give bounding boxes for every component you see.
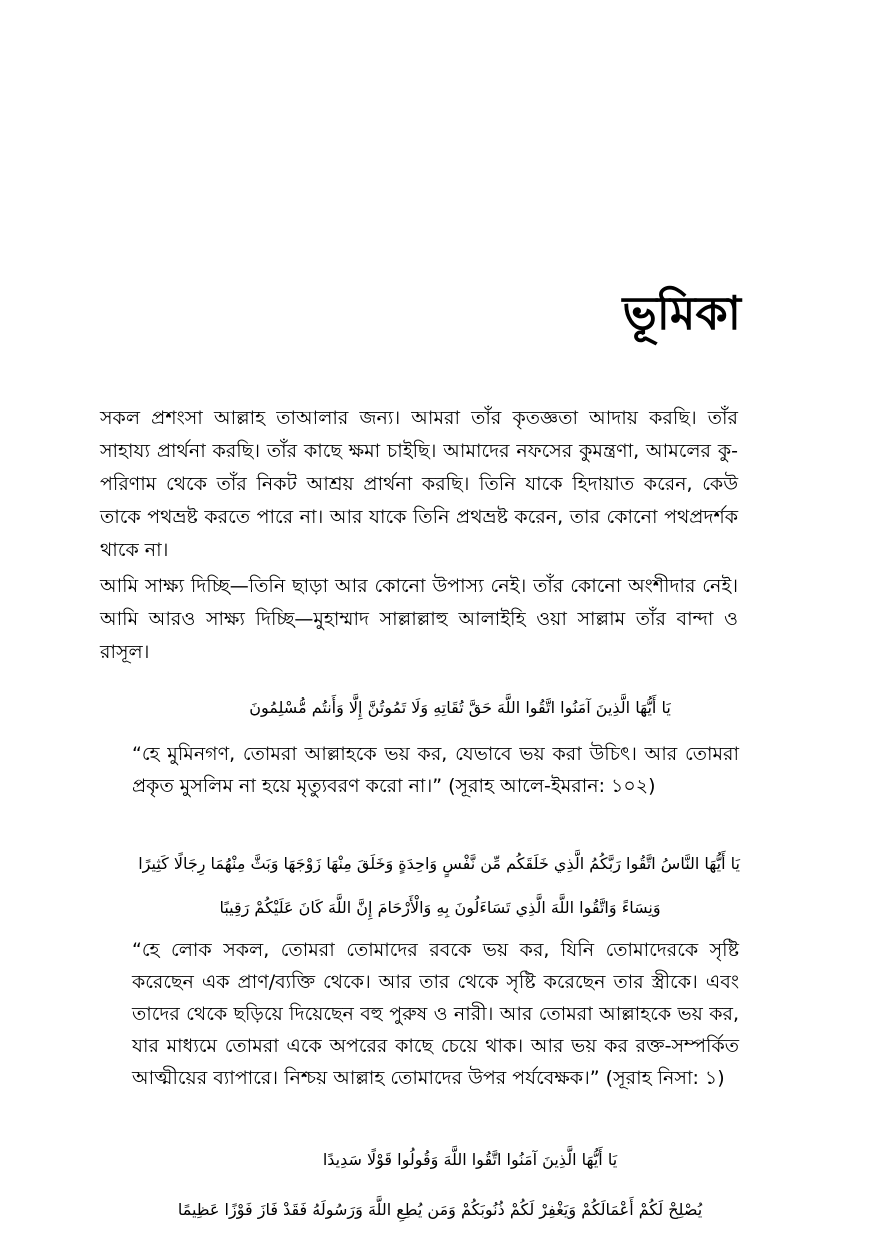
intro-paragraph: সকল প্রশংসা আল্লাহ তাআলার জন্য। আমরা তাঁর কৃতজ্ঞতা আদায় করছি। তাঁর সাহায্য প্রার্থনা করছি। তাঁর কাছে ক্ষমা চাইছি। আমাদের নফসের কুমন্ত্রণা, আমলের কু-পরিণাম থেকে তাঁর নিকট আশ্রয় প্রার্থনা করছি। তিনি যাকে হিদায়াত করেন, কেউ তাকে পথভ্রষ্ট করতে পারে না। আর যাকে তিনি প্রথভ্রষ্ট করেন, তার কোনো পথপ্রদর্শক থাকে না। — [100, 407, 738, 561]
quran-verse-arabic: يَا أَيُّهَا الَّذِينَ آمَنُوا اتَّقُوا اللَّهَ حَقَّ تُقَاتِهِ وَلَا تَمُوتُنَّ إِلَّا وَأَنتُم مُّسْلِمُونَ — [249, 698, 671, 717]
quran-verse-arabic: يَا أَيُّهَا الَّذِينَ آمَنُوا اتَّقُوا اللَّهَ وَقُولُوا قَوْلًا سَدِيدًا — [322, 1150, 618, 1169]
chapter-title: ভূমিকা — [622, 286, 741, 340]
quran-verse-arabic: يَا أَيُّهَا النَّاسُ اتَّقُوا رَبَّكُمُ الَّذِي خَلَقَكُم مِّن نَّفْسٍ وَاحِدَةٍ وَخَلَقَ مِنْهَا زَوْجَهَا وَبَثَّ مِنْهُمَا رِجَالًا كَثِيرًا — [138, 854, 740, 873]
verse-translation: “হে মুমিনগণ, তোমরা আল্লাহকে ভয় কর, যেভাবে ভয় করা উচিৎ। আর তোমরা প্রকৃত মুসলিম না হয়ে মৃত্যুবরণ করো না।” (সূরাহ আলে-ইমরান: ১০২) — [132, 743, 739, 797]
verse-translation: “হে লোক সকল, তোমরা তোমাদের রবকে ভয় কর, যিনি তোমাদেরকে সৃষ্টি করেছেন এক প্রাণ/ব্যক্তি থেকে। আর তার থেকে সৃষ্টি করেছেন তার স্ত্রীকে। এবং তাদের থেকে ছড়িয়ে দিয়েছেন বহু পুরুষ ও নারী। আর তোমরা আল্লাহকে ভয় কর, যার মাধ্যমে তোমরা একে অপরের কাছে চেয়ে থাক। আর ভয় কর রক্ত-সম্পর্কিত আত্মীয়ের ব্যাপারে। নিশ্চয় আল্লাহ তোমাদের উপর পর্যবেক্ষক।” (সূরাহ নিসা: ১) — [132, 939, 739, 1089]
quran-verse-arabic: وَنِسَاءً وَاتَّقُوا اللَّهَ الَّذِي تَسَاءَلُونَ بِهِ وَالْأَرْحَامَ إِنَّ اللَّهَ كَانَ عَلَيْكُمْ رَقِيبًا — [219, 898, 661, 917]
quran-verse-arabic: يُصْلِحْ لَكُمْ أَعْمَالَكُمْ وَيَغْفِرْ لَكُمْ ذُنُوبَكُمْ وَمَن يُطِعِ اللَّهَ وَرَسُولَهُ فَقَدْ فَازَ فَوْزًا عَظِيمًا — [177, 1200, 703, 1219]
testimony-paragraph: আমি সাক্ষ্য দিচ্ছি—তিনি ছাড়া আর কোনো উপাস্য নেই। তাঁর কোনো অংশীদার নেই। আমি আরও সাক্ষ্য দিচ্ছি—মুহাম্মাদ সাল্লাল্লাহু আলাইহি ওয়া সাল্লাম তাঁর বান্দা ও রাসূল। — [100, 575, 738, 663]
